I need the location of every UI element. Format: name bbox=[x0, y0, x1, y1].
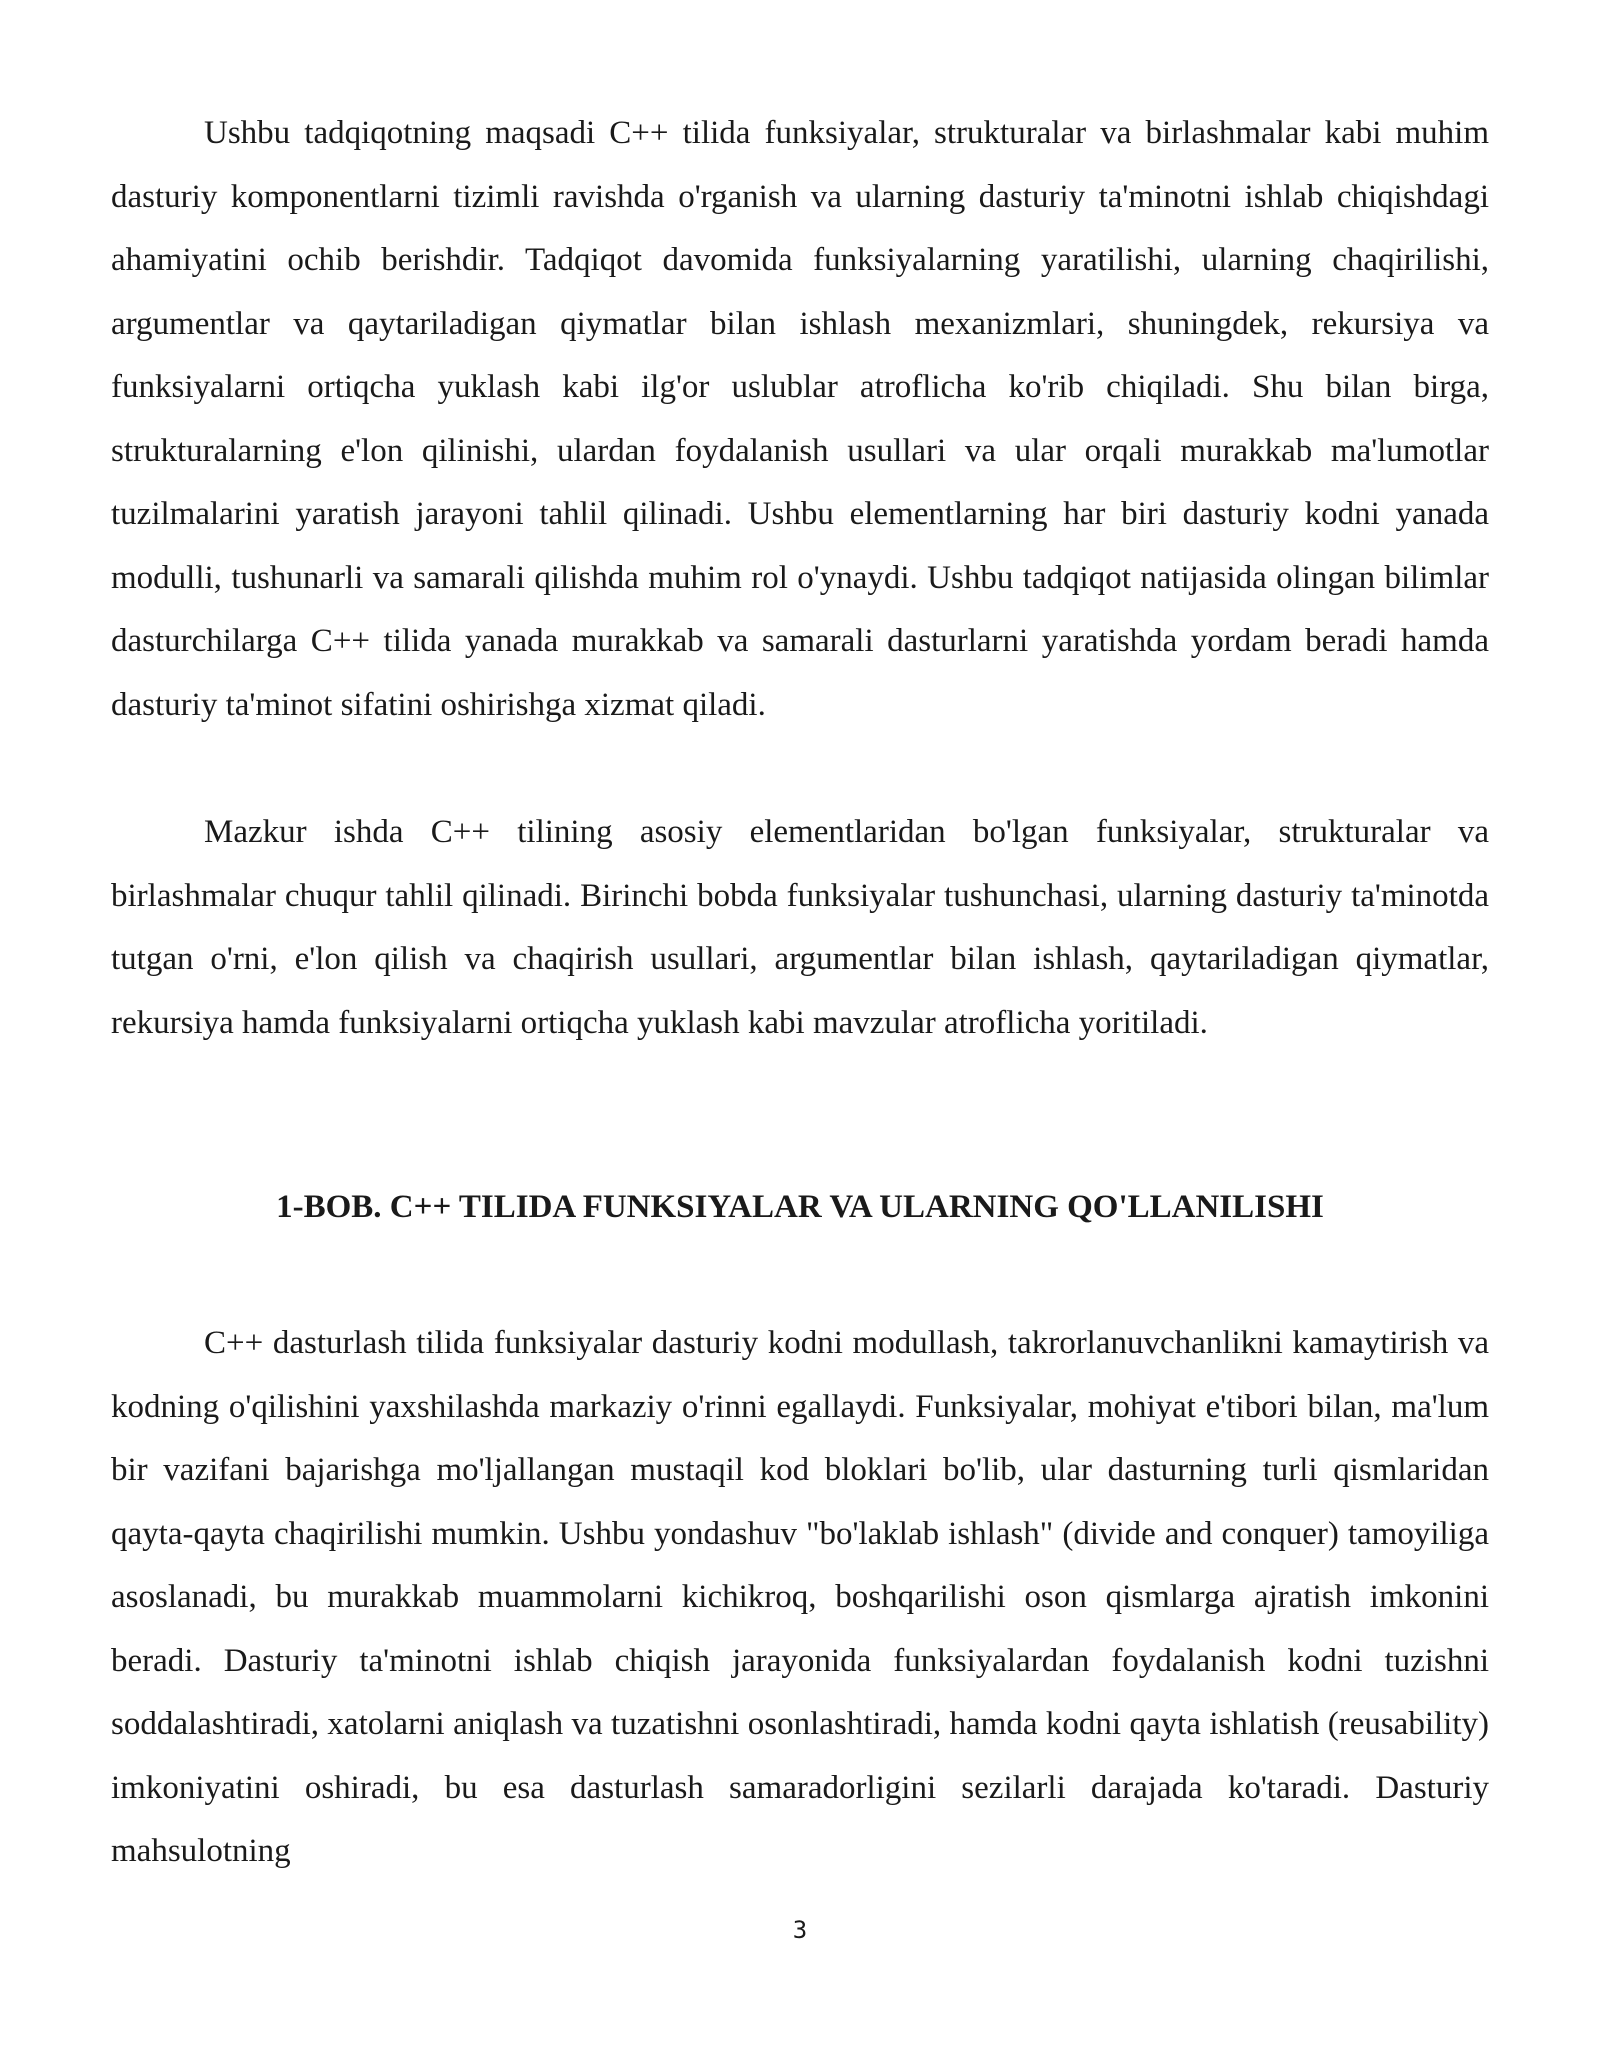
intro-paragraph-overview: Mazkur ishda C++ tilining asosiy elementlaridan bo'lgan funksiyalar, strukturalar va birlashmalar chuqur tahlil qilinadi. Birinchi bobda funksiyalar tushunchasi, ularning dasturiy ta'minotda tutgan o'rni, e'lon qilish va chaqirish usullari, argumentlar bilan ishlash, qaytariladigan qiymatlar, rekursiya hamda funksiyalarni ortiqcha yuklash kabi mavzular atroflicha yoritiladi. bbox=[111, 814, 1489, 1041]
page-number: 3 bbox=[792, 1916, 808, 1944]
intro-paragraph-purpose: Ushbu tadqiqotning maqsadi C++ tilida funksiyalar, strukturalar va birlashmalar kabi muhim dasturiy komponentlarni tizimli ravishda o'rganish va ularning dasturiy ta'minotni ishlab chiqishdagi ahamiyatini ochib berishdir. Tadqiqot davomida funksiyalarning yaratilishi, ularning chaqirilishi, argumentlar va qaytariladigan qiymatlar bilan ishlash mexanizmlari, shuningdek, rekursiya va funksiyalarni ortiqcha yuklash kabi ilg'or uslublar atroflicha ko'rib chiqiladi. Shu bilan birga, strukturalarning e'lon qilinishi, ulardan foydalanish usullari va ular orqali murakkab ma'lumotlar tuzilmalarini yaratish jarayoni tahlil qilinadi. Ushbu elementlarning har biri dasturiy kodni yanada modulli, tushunarli va samarali qilishda muhim rol o'ynaydi. Ushbu tadqiqot natijasida olingan bilimlar dasturchilarga C++ tilida yanada murakkab va samarali dasturlarni yaratishda yordam beradi hamda dasturiy ta'minot sifatini oshirishga xizmat qiladi. bbox=[111, 115, 1489, 723]
chapter-heading: 1-BOB. C++ TILIDA FUNKSIYALAR VA ULARNING QO'LLANILISHI bbox=[276, 1189, 1324, 1225]
chapter-paragraph: C++ dasturlash tilida funksiyalar dasturiy kodni modullash, takrorlanuvchanlikni kamaytirish va kodning o'qilishini yaxshilashda markaziy o'rinni egallaydi. Funksiyalar, mohiyat e'tibori bilan, ma'lum bir vazifani bajarishga mo'ljallangan mustaqil kod bloklari bo'lib, ular dasturning turli qismlaridan qayta-qayta chaqirilishi mumkin. Ushbu yondashuv "bo'laklab ishlash" (divide and conquer) tamoyiliga asoslanadi, bu murakkab muammolarni kichikroq, boshqarilishi oson qismlarga ajratish imkonini beradi. Dasturiy ta'minotni ishlab chiqish jarayonida funksiyalardan foydalanish kodni tuzishni soddalashtiradi, xatolarni aniqlash va tuzatishni osonlashtiradi, hamda kodni qayta ishlatish (reusability) imkoniyatini oshiradi, bu esa dasturlash samaradorligini sezilarli darajada ko'taradi. Dasturiy mahsulotning bbox=[111, 1325, 1489, 1869]
